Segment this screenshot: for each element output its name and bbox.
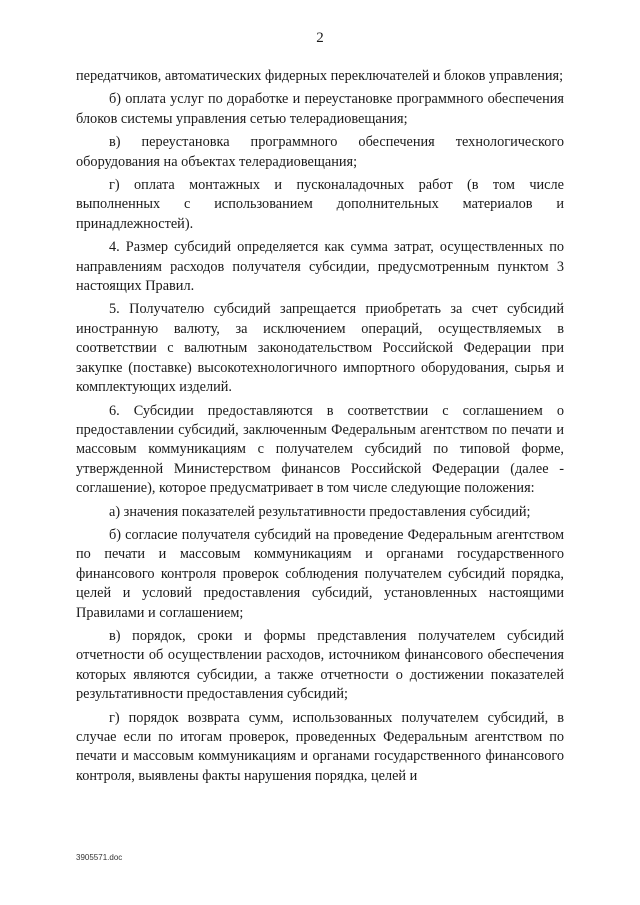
document-body (76, 67, 564, 790)
paragraph-clause-6: 6. Субсидии предоставляются в соответствии с соглашением о предоставлении субсидий, заключенным Федеральным агентством по печати и массовым коммуникациям с получателем субсидий по типовой форме, утвержденной Министерством финансов Российской Федерации (далее - соглашение), которое предусматривает в том числе следующие положения: (76, 402, 564, 497)
paragraph-clause-6-a: а) значения показателей результативности предоставления субсидий; (109, 503, 531, 520)
paragraph-clause-4: 4. Размер субсидий определяется как сумма затрат, осуществленных по направлениям расходов получателя субсидии, предусмотренным пунктом 3 настоящих Правил. (76, 239, 564, 295)
paragraph-clause-6-g: г) порядок возврата сумм, использованных получателем субсидий, в случае если по итогам проверок, проведенных Федеральным агентством по печати и массовым коммуникациям и органами государственного финансового контроля, выявлены факты нарушения порядка, целей и (76, 709, 564, 784)
page-number: 2 (316, 30, 324, 46)
paragraph-clause-6-b: б) согласие получателя субсидий на проведение Федеральным агентством по печати и массовым коммуникациям и органами государственного финансового контроля проверок соблюдения получателем субсидий порядка, целей и условий предоставления субсидий, установленных настоящими Правилами и соглашением; (76, 526, 564, 621)
paragraph-item-b: б) оплата услуг по доработке и переустановке программного обеспечения блоков системы управления сетью телерадиовещания; (76, 91, 564, 127)
paragraph-item-v: в) переустановка программного обеспечения технологического оборудования на объектах телерадиовещания; (76, 134, 564, 170)
footer-file-code: 3905571.doc (76, 853, 123, 862)
paragraph-item-g: г) оплата монтажных и пусконаладочных работ (в том числе выполненных с использованием дополнительных материалов и принадлежностей). (76, 177, 564, 232)
paragraph-continuation: передатчиков, автоматических фидерных переключателей и блоков управления; (76, 68, 564, 84)
paragraph-clause-5: 5. Получателю субсидий запрещается приобретать за счет субсидий иностранную валюту, за исключением операций, осуществляемых в соответствии с валютным законодательством Российской Федерации при закупке (поставке) высокотехнологичного импортного оборудования, сырья и комплектующих изделий. (76, 301, 564, 396)
paragraph-clause-6-v: в) порядок, сроки и формы представления получателем субсидий отчетности об осуществлении расходов, источником финансового обеспечения которых являются субсидии, а также отчетности о достижении показателей результативности предоставления субсидий; (76, 627, 564, 703)
